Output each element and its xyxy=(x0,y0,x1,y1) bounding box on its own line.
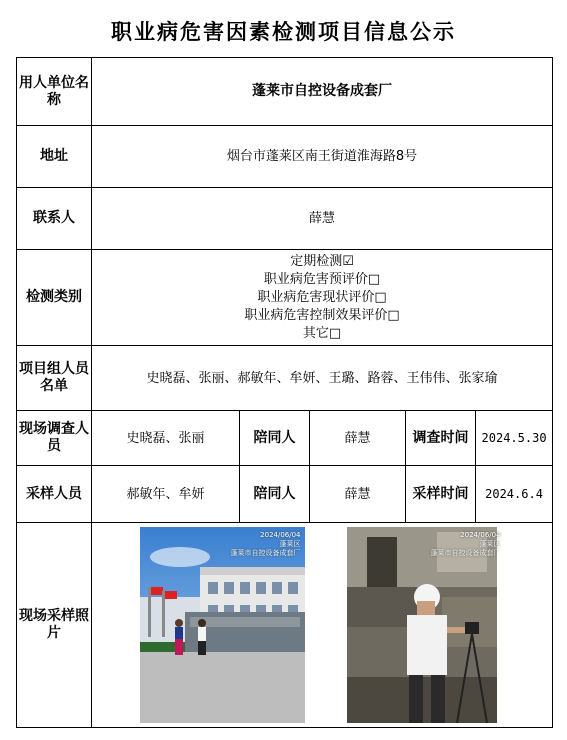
site-photo-exterior xyxy=(140,527,305,723)
row-unit xyxy=(17,58,553,126)
escort-label-2: 陪同人 xyxy=(240,466,310,523)
survey-value: 史晓磊、张丽 xyxy=(92,411,240,466)
type-periodic: 定期检测☑ xyxy=(290,253,354,269)
contact-value: 薛慧 xyxy=(92,188,553,250)
row-type xyxy=(17,250,553,346)
info-table xyxy=(16,57,553,728)
survey-time-value: 2024.5.30 xyxy=(476,411,553,466)
photos-label: 现场采样照片 xyxy=(17,523,92,728)
type-control-eval: 职业病危害控制效果评价□ xyxy=(244,307,400,323)
type-pre-eval: 职业病危害预评价□ xyxy=(263,271,381,287)
survey-label: 现场调查人员 xyxy=(17,411,92,466)
row-team xyxy=(17,346,553,411)
survey-time-label: 调查时间 xyxy=(406,411,476,466)
team-label: 项目组人员名单 xyxy=(17,346,92,411)
sampling-value: 郝敏年、牟妍 xyxy=(92,466,240,523)
address-value: 烟台市蓬莱区南王街道淮海路8号 xyxy=(92,126,553,188)
escort-label-1: 陪同人 xyxy=(240,411,310,466)
sampling-label: 采样人员 xyxy=(17,466,92,523)
photo-stamp-2: 2024/06/04 蓬莱区 蓬莱市自控设备成套厂 xyxy=(430,531,501,557)
photo-stamp-1: 2024/06/04 蓬莱区 蓬莱市自控设备成套厂 xyxy=(230,531,301,557)
type-other: 其它□ xyxy=(302,325,342,341)
row-survey xyxy=(17,411,553,466)
sampling-time-label: 采样时间 xyxy=(406,466,476,523)
row-contact xyxy=(17,188,553,250)
escort-value-2: 薛慧 xyxy=(310,466,406,523)
contact-label: 联系人 xyxy=(17,188,92,250)
type-list xyxy=(92,250,553,346)
address-label: 地址 xyxy=(17,126,92,188)
site-photo-sampling xyxy=(340,527,505,723)
unit-label: 用人单位名称 xyxy=(17,58,92,126)
row-photos xyxy=(17,523,553,728)
row-sampling xyxy=(17,466,553,523)
type-status-eval: 职业病危害现状评价□ xyxy=(257,289,387,305)
unit-value: 蓬莱市自控设备成套厂 xyxy=(92,58,553,126)
team-value: 史晓磊、张丽、郝敏年、牟妍、王璐、路蓉、王伟伟、张家瑜 xyxy=(92,346,553,411)
page-title: 职业病危害因素检测项目信息公示 xyxy=(111,19,456,44)
photos-cell xyxy=(92,523,553,728)
sampling-time-value: 2024.6.4 xyxy=(476,466,553,523)
row-address xyxy=(17,126,553,188)
escort-value-1: 薛慧 xyxy=(310,411,406,466)
type-label: 检测类别 xyxy=(17,250,92,346)
